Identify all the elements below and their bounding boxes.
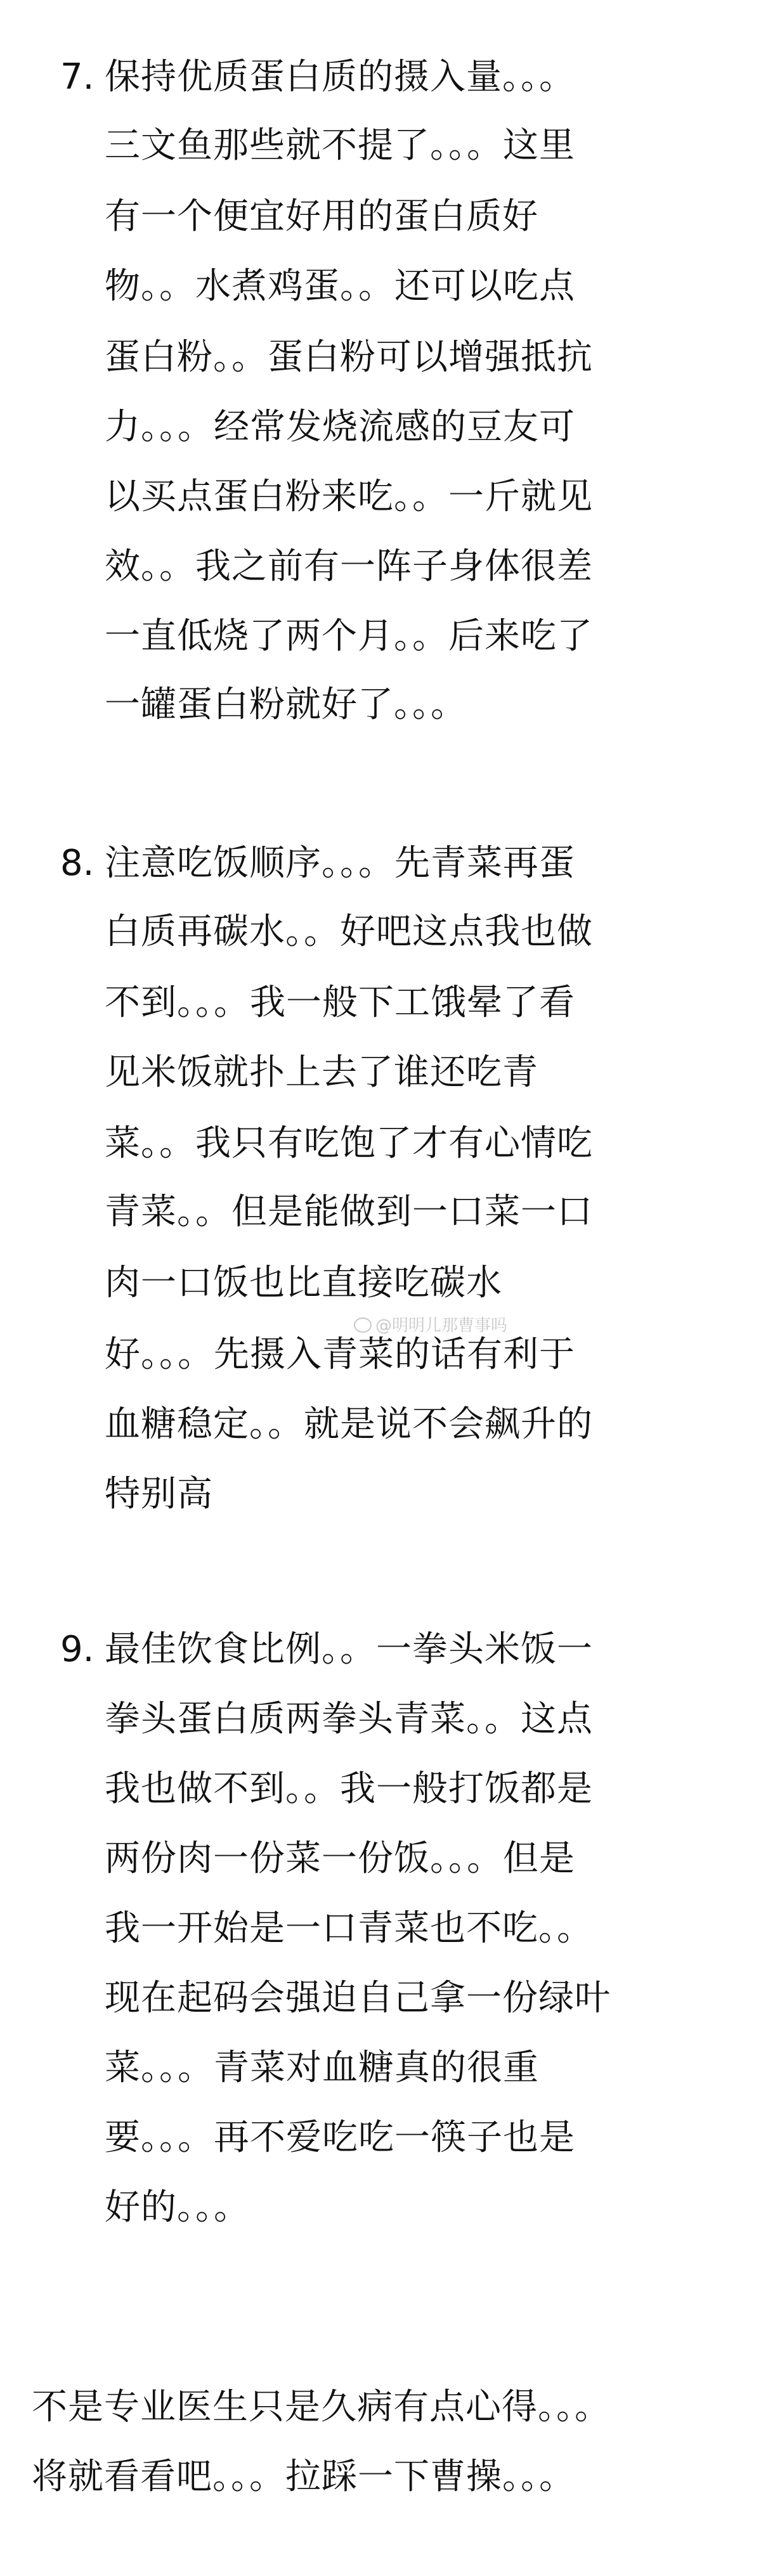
list-item-line: 蛋白粉。。蛋白粉可以增强抵抗: [105, 337, 593, 378]
list-item-line: 现在起码会强迫自己拿一份绿叶: [105, 1977, 611, 2019]
list-item-line: 一罐蛋白粉就好了。。。: [105, 684, 467, 725]
list-item-line: 特别高: [105, 1473, 213, 1515]
list-item-line: 不到。。。我一般下工饿晕了看: [105, 982, 575, 1023]
list-item-line: 两份肉一份菜一份饭。。。但是: [105, 1838, 575, 1879]
list-item-line: 肉一口饭也比直接吃碳水: [105, 1262, 502, 1304]
list-item-number: 9.: [60, 1629, 94, 1670]
list-item-line: 三文鱼那些就不提了。。。这里: [105, 125, 575, 166]
list-item-line: 菜。。我只有吃饱了才有心情吃: [105, 1123, 593, 1164]
list-item-line: 见米饭就扑上去了谁还吃青: [105, 1052, 538, 1093]
list-item-line: 好。。。先摄入青菜的话有利于: [105, 1334, 575, 1375]
outro-line: 将就看看吧。。。拉踩一下曹操。。。: [32, 2456, 575, 2497]
list-item-line: 最佳饮食比例。。一拳头米饭一: [105, 1629, 593, 1670]
list-item-line: 血糖稳定。。就是说不会飙升的: [105, 1404, 593, 1445]
list-item-line: 注意吃饭顺序。。。先青菜再蛋: [105, 843, 575, 884]
list-item-line: 一直低烧了两个月。。后来吃了: [105, 616, 593, 657]
watermark-text: @明明儿那曹事吗: [375, 1316, 508, 1335]
list-item-line: 拳头蛋白质两拳头青菜。。这点: [105, 1699, 593, 1740]
list-item-number: 8.: [60, 843, 94, 884]
list-item-line: 保持优质蛋白质的摄入量。。。: [105, 56, 575, 98]
weibo-icon: [354, 1317, 372, 1333]
list-item-line: 白质再碳水。。好吧这点我也做: [105, 911, 593, 952]
list-item-line: 效。。我之前有一阵子身体很差: [105, 546, 593, 587]
list-item-line: 我也做不到。。我一般打饭都是: [105, 1768, 593, 1809]
outro-line: 不是专业医生只是久病有点心得。。。: [32, 2386, 611, 2428]
watermark: [354, 1316, 507, 1335]
list-item-line: 有一个便宜好用的蛋白质好: [105, 196, 538, 237]
list-item-line: 菜。。。青菜对血糖真的很重: [105, 2047, 539, 2088]
list-item-line: 要。。。再不爱吃吃一筷子也是: [105, 2117, 575, 2158]
list-item-line: 力。。。经常发烧流感的豆友可: [105, 406, 575, 448]
list-item-line: 我一开始是一口青菜也不吃。。: [105, 1908, 593, 1949]
list-item-line: 物。。水煮鸡蛋。。还可以吃点: [105, 266, 575, 307]
list-item-number: 7.: [60, 56, 94, 98]
list-item-line: 好的。。。: [105, 2187, 250, 2228]
list-item-line: 以买点蛋白粉来吃。。一斤就见: [105, 476, 593, 517]
list-item-line: 青菜。。但是能做到一口菜一口: [105, 1191, 593, 1233]
